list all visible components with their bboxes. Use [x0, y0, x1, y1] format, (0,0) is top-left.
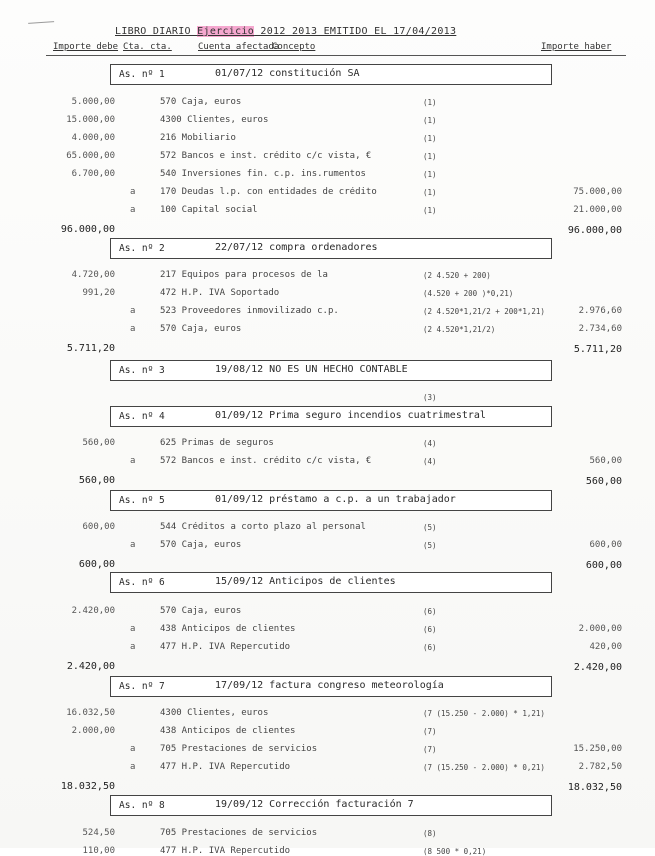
entry-total-debit: 2.420,00: [66, 661, 115, 672]
line-note: (2 4.520*1,21/2): [423, 325, 496, 334]
credit-amount: 2.782,50: [578, 762, 622, 772]
account-name: 570 Caja, euros: [160, 540, 242, 550]
account-name: 438 Anticipos de clientes: [160, 624, 296, 634]
account-name: 4300 Clientes, euros: [160, 708, 269, 718]
line-note: (1): [423, 134, 437, 143]
line-note: (2 4.520*1,21/2 + 200*1,21): [423, 307, 545, 316]
credit-amount: 2.976,60: [578, 306, 622, 316]
entry-number: As. nº 8: [119, 800, 165, 811]
entry-description: 01/07/12 constitución SA: [215, 68, 360, 79]
entry-total-credit: 96.000,00: [567, 225, 622, 236]
entry-header-box: [110, 238, 552, 259]
col-header-haber: Importe haber: [541, 42, 612, 52]
account-name: 572 Bancos e inst. crédito c/c vista, €: [160, 151, 372, 161]
line-note: (4.520 + 200 )*0,21): [423, 289, 514, 298]
line-note: (7 (15.250 - 2.000) * 0,21): [423, 763, 545, 772]
credit-amount: 420,00: [589, 642, 622, 652]
line-note: (1): [423, 170, 437, 179]
line-note: (5): [423, 523, 437, 532]
credit-amount: 600,00: [589, 540, 622, 550]
credit-marker: a: [130, 456, 136, 466]
line-note: (1): [423, 98, 437, 107]
account-name: 4300 Clientes, euros: [160, 115, 269, 125]
account-name: 544 Créditos a corto plazo al personal: [160, 522, 366, 532]
line-note: (6): [423, 625, 437, 634]
debit-amount: 2.000,00: [71, 726, 115, 736]
entry-description: 01/09/12 préstamo a c.p. a un trabajador: [215, 494, 456, 505]
entry-description: 01/09/12 Prima seguro incendios cuatrimestral: [215, 410, 486, 421]
entry-number: As. nº 7: [119, 681, 165, 692]
entry-total-credit: 2.420,00: [573, 662, 622, 673]
account-name: 472 H.P. IVA Soportado: [160, 288, 280, 298]
credit-marker: a: [130, 205, 136, 215]
debit-amount: 524,50: [82, 828, 115, 838]
credit-amount: 2.000,00: [578, 624, 622, 634]
account-name: 217 Equipos para procesos de la: [160, 270, 328, 280]
credit-marker: a: [130, 744, 136, 754]
line-note: (4): [423, 457, 437, 466]
line-note: (1): [423, 206, 437, 215]
debit-amount: 16.032,50: [66, 708, 115, 718]
entry-total-debit: 18.032,50: [60, 781, 115, 792]
debit-amount: 600,00: [82, 522, 115, 532]
entry-total-credit: 560,00: [585, 476, 622, 487]
account-name: 477 H.P. IVA Repercutido: [160, 762, 291, 772]
title-text-end: 2012 2013 EMITIDO EL 17/04/2013: [254, 26, 457, 37]
account-name: 540 Inversiones fin. c.p. ins.rumentos: [160, 169, 366, 179]
debit-amount: 2.420,00: [71, 606, 115, 616]
credit-marker: a: [130, 762, 136, 772]
account-name: 477 H.P. IVA Repercutido: [160, 642, 291, 652]
entry-description: 19/08/12 NO ES UN HECHO CONTABLE: [215, 364, 408, 375]
account-name: 438 Anticipos de clientes: [160, 726, 296, 736]
entry-header-box: [110, 676, 552, 697]
line-note: (7): [423, 727, 437, 736]
account-name: 570 Caja, euros: [160, 97, 242, 107]
entry-number: As. nº 2: [119, 243, 165, 254]
debit-amount: 15.000,00: [66, 115, 115, 125]
entry-description: 19/09/12 Corrección facturación 7: [215, 799, 414, 810]
entry-total-debit: 560,00: [78, 475, 115, 486]
col-header-debe: Importe debe: [53, 42, 119, 52]
col-header-cta: Cta. cta.: [123, 42, 172, 52]
entry-description: 17/09/12 factura congreso meteorología: [215, 680, 444, 691]
credit-amount: 21.000,00: [573, 205, 622, 215]
debit-amount: 5.000,00: [71, 97, 115, 107]
title-highlight: Ejercicio: [197, 26, 255, 37]
credit-marker: a: [130, 642, 136, 652]
entry-total-debit: 5.711,20: [66, 343, 115, 354]
account-name: 625 Primas de seguros: [160, 438, 274, 448]
credit-marker: a: [130, 306, 136, 316]
line-note: (3): [423, 393, 437, 402]
entry-header-box: [110, 572, 552, 593]
page-title: [115, 26, 456, 37]
account-name: 570 Caja, euros: [160, 606, 242, 616]
credit-marker: a: [130, 624, 136, 634]
debit-amount: 6.700,00: [71, 169, 115, 179]
line-note: (1): [423, 116, 437, 125]
line-note: (2 4.520 + 200): [423, 271, 491, 280]
pen-mark: [28, 17, 54, 24]
credit-amount: 560,00: [589, 456, 622, 466]
line-note: (8 500 * 0,21): [423, 847, 487, 856]
account-name: 170 Deudas l.p. con entidades de crédito: [160, 187, 377, 197]
col-header-concepto: Concepto: [272, 42, 316, 52]
entry-total-credit: 18.032,50: [567, 782, 622, 793]
entry-description: 15/09/12 Anticipos de clientes: [215, 576, 396, 587]
entry-number: As. nº 6: [119, 577, 165, 588]
credit-amount: 15.250,00: [573, 744, 622, 754]
credit-marker: a: [130, 324, 136, 334]
account-name: 705 Prestaciones de servicios: [160, 744, 318, 754]
line-note: (4): [423, 439, 437, 448]
line-note: (8): [423, 829, 437, 838]
line-note: (6): [423, 607, 437, 616]
account-name: 100 Capital social: [160, 205, 258, 215]
credit-marker: a: [130, 187, 136, 197]
debit-amount: 65.000,00: [66, 151, 115, 161]
debit-amount: 110,00: [82, 846, 115, 856]
entry-header-box: [110, 490, 552, 511]
entry-header-box: [110, 406, 552, 427]
entry-number: As. nº 1: [119, 69, 165, 80]
account-name: 705 Prestaciones de servicios: [160, 828, 318, 838]
credit-marker: a: [130, 540, 136, 550]
account-name: 572 Bancos e inst. crédito c/c vista, €: [160, 456, 372, 466]
account-name: 216 Mobiliario: [160, 133, 236, 143]
entry-number: As. nº 4: [119, 411, 165, 422]
debit-amount: 4.000,00: [71, 133, 115, 143]
debit-amount: 991,20: [82, 288, 115, 298]
entry-total-credit: 600,00: [585, 560, 622, 571]
account-name: 477 H.P. IVA Repercutido: [160, 846, 291, 856]
entry-description: 22/07/12 compra ordenadores: [215, 242, 378, 253]
line-note: (1): [423, 152, 437, 161]
entry-header-box: [110, 64, 552, 85]
title-text: LIBRO DIARIO: [115, 26, 198, 37]
entry-number: As. nº 3: [119, 365, 165, 376]
entry-total-debit: 600,00: [78, 559, 115, 570]
col-header-cuenta: Cuenta afectada: [198, 42, 280, 52]
line-note: (1): [423, 188, 437, 197]
debit-amount: 4.720,00: [71, 270, 115, 280]
header-divider: [46, 55, 626, 56]
entry-number: As. nº 5: [119, 495, 165, 506]
line-note: (7 (15.250 - 2.000) * 1,21): [423, 709, 545, 718]
line-note: (6): [423, 643, 437, 652]
credit-amount: 75.000,00: [573, 187, 622, 197]
account-name: 570 Caja, euros: [160, 324, 242, 334]
line-note: (7): [423, 745, 437, 754]
debit-amount: 560,00: [82, 438, 115, 448]
entry-total-credit: 5.711,20: [573, 344, 622, 355]
line-note: (5): [423, 541, 437, 550]
entry-header-box: [110, 795, 552, 816]
entry-total-debit: 96.000,00: [60, 224, 115, 235]
credit-amount: 2.734,60: [578, 324, 622, 334]
account-name: 523 Proveedores inmovilizado c.p.: [160, 306, 339, 316]
entry-header-box: [110, 360, 552, 381]
